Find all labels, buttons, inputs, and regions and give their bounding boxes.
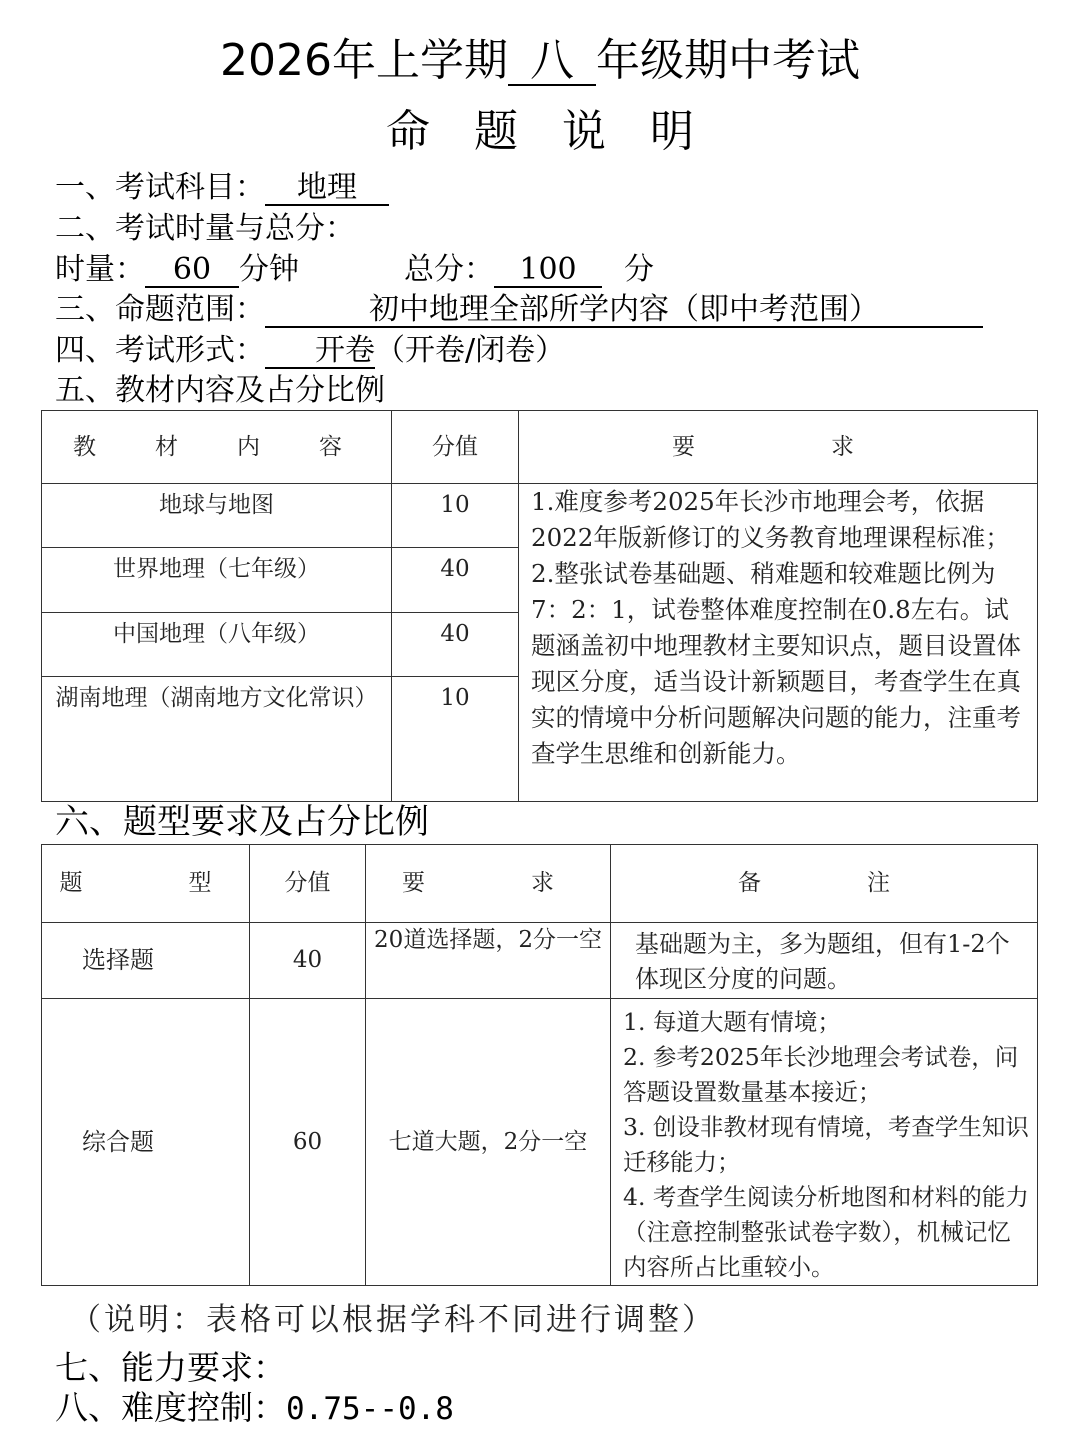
- score-cell: 60: [250, 999, 366, 1286]
- scope-line: [55, 290, 983, 330]
- score-line: [404, 250, 654, 290]
- time-unit: 分钟: [239, 252, 299, 287]
- section6-heading: 六、题型要求及占分比例: [55, 802, 429, 842]
- score-cell: 40: [250, 923, 366, 999]
- title-suffix: 年级期中考试: [595, 35, 860, 86]
- content-table-header: [42, 411, 1038, 484]
- requirement-1: 1.难度参考2025年长沙市地理会考，依据2022年版新修订的义务教育地理课程标准；: [531, 487, 1010, 552]
- type-cell: 选择题: [42, 923, 250, 999]
- content-cell: 湖南地理（湖南地方文化常识）: [42, 677, 392, 802]
- score-cell: 10: [392, 677, 519, 802]
- notes-cell: [611, 999, 1038, 1286]
- note-item: 4. 考查学生阅读分析地图和材料的能力（注意控制整张试卷字数），机械记忆内容所占比重较小。: [623, 1183, 1029, 1281]
- score-value: 100: [494, 254, 602, 288]
- content-cell: 中国地理（八年级）: [42, 613, 392, 677]
- type-cell: 综合题: [42, 999, 250, 1286]
- form-value: 开卷: [265, 335, 375, 369]
- requirement-cell: [519, 484, 1038, 802]
- requirement-cell: 20道选择题，2分一空: [366, 923, 611, 999]
- section7-heading: 七、能力要求：: [55, 1348, 286, 1387]
- header-type: 题 型: [42, 845, 250, 923]
- table-row: [42, 484, 1038, 548]
- score-cell: 10: [392, 484, 519, 548]
- scope-label: 三、命题范围：: [55, 292, 265, 327]
- content-cell: 地球与地图: [42, 484, 392, 548]
- header-requirement: 要 求: [519, 411, 1038, 484]
- note-item: 基础题为主，多为题组，但有1-2个体现区分度的问题。: [635, 930, 1010, 993]
- header-content: 教 材 内 容: [42, 411, 392, 484]
- note-item: 3. 创设非教材现有情境，考查学生知识迁移能力；: [623, 1113, 1029, 1176]
- time-value: 60: [145, 254, 239, 288]
- score-label: 总分：: [404, 252, 494, 287]
- time-label: 时量：: [55, 252, 145, 287]
- section5-heading: 五、教材内容及占分比例: [55, 373, 385, 408]
- subject-line: [55, 168, 389, 208]
- document-subtitle: 命题说明: [386, 106, 738, 157]
- form-hint: （开卷/闭卷）: [375, 333, 566, 368]
- section8-line: [55, 1386, 454, 1431]
- header-score: 分值: [250, 845, 366, 923]
- table-remark: （说明：表格可以根据学科不同进行调整）: [70, 1302, 716, 1338]
- time-section-label: 二、考试时量与总分：: [55, 211, 355, 246]
- table-row: [42, 999, 1038, 1286]
- header-score: 分值: [392, 411, 519, 484]
- note-item: 1. 每道大题有情境；: [623, 1008, 841, 1036]
- question-type-table: [41, 844, 1038, 1286]
- content-cell: 世界地理（七年级）: [42, 548, 392, 613]
- requirement-cell: 七道大题，2分一空: [366, 999, 611, 1286]
- score-unit: 分: [624, 252, 654, 287]
- header-requirement: 要 求: [366, 845, 611, 923]
- document-title: [0, 30, 1080, 92]
- header-notes: 备 注: [611, 845, 1038, 923]
- score-cell: 40: [392, 613, 519, 677]
- section8-label: 八、难度控制：: [55, 1388, 286, 1427]
- title-prefix: 2026年上学期: [220, 35, 508, 86]
- notes-cell: [611, 923, 1038, 999]
- subject-label: 一、考试科目：: [55, 170, 265, 205]
- question-table-header: [42, 845, 1038, 923]
- form-label: 四、考试形式：: [55, 333, 265, 368]
- time-score-line: [55, 250, 299, 290]
- content-table: [41, 410, 1038, 802]
- subject-value: 地理: [265, 172, 389, 206]
- table-row: [42, 923, 1038, 999]
- score-cell: 40: [392, 548, 519, 613]
- note-item: 2. 参考2025年长沙地理会考试卷，问答题设置数量基本接近；: [623, 1043, 1019, 1106]
- form-line: [55, 331, 565, 371]
- grade-value: 八: [508, 38, 596, 86]
- difficulty-value: 0.75--0.8: [286, 1391, 454, 1427]
- scope-value: 初中地理全部所学内容（即中考范围）: [265, 294, 983, 328]
- requirement-2: 2.整张试卷基础题、稍难题和较难题比例为7：2：1，试卷整体难度控制在0.8左右。试题涵盖初中地理教材主要知识点，题目设置体现区分度，适当设计新颖题目，考查学生在真实的情境中分析问题解决问题的能力，注重考查学生思维和创新能力。: [531, 559, 1021, 768]
